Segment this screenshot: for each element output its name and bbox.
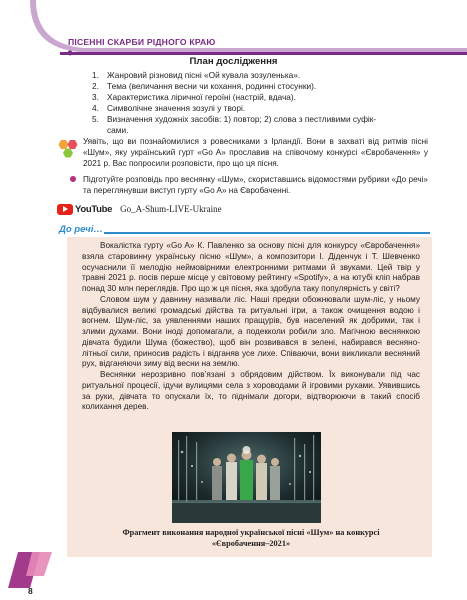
header-decoration (0, 0, 467, 62)
youtube-link[interactable]: Go_A-Shum-LIVE-Ukraine (120, 204, 222, 214)
bullet-icon (70, 176, 76, 182)
plan-item: 5. Визначення художніх засобів: 1) повтор; 2) слова з пестливими суфік- (92, 113, 377, 124)
eurovision-performance-photo (172, 432, 321, 523)
prepare-task: Підготуйте розповідь про веснянку «Шум», скориставшись відомостями рубрики «До речі» та переглянувши виступ гурту «Go A» на Євробаченні. (83, 175, 428, 195)
page-corner-decoration (0, 548, 60, 588)
youtube-brand: YouTube (75, 203, 113, 215)
box-paragraph: Веснянки нерозривно пов’язані з обрядовим дійством. Їх виконували під час ритуальної процесії, ідучи вулицями села з хороводами й ігровими рухами. Уявившись за руки, дівчата то опускали їх, то піднімали догори, відтворюючи в такий спосіб колихання дерев. (82, 370, 420, 412)
box-paragraph: Словом шум у давнину називали ліс. Наші предки обожнювали шум-ліс, у ньому відбувалися великі громадські дійства та ритуальні ігри, а також очищення водою і вогнем. Шум-ліс, за уявленнями наших пращурів, був населений як добрими, так і злими духами. Вони іноді допомагали, а подекколи робили зло. Магічною веснянкою дівчата будили Шума (божество), щоб він розвивався в зелені, набирався весняно-літньої сили, приносив радість і відганяв усе лихе. Співаючи, вони викликали весняний рух, відганяючи зиму від весни на землю. (82, 294, 420, 369)
plan-title: План дослідження (189, 56, 278, 67)
plan-item: 1. Жанровий різновид пісні «Ой кувала зозуленька». (92, 70, 301, 80)
youtube-play-icon (57, 204, 73, 215)
youtube-reference[interactable] (57, 203, 222, 215)
plan-item: 2. Тема (величання весни чи кохання, родинні стосунки). (92, 80, 317, 91)
did-you-know-label: До речі… (59, 224, 103, 235)
photo-caption: Фрагмент виконання народної української пісні «Шум» на конкурсі «Євробачення–2021» (122, 528, 380, 548)
ireland-task: Уявіть, що ви познайомилися з ровесниками з Ірландії. Вони в захваті від ритмів пісні «Шум», яку український гурт «Go A» прославив на співочому конкурсі «Євробачення» у 2021 р. Вас попросили розповісти, про що ця пісня. (83, 137, 428, 168)
group-work-icon (55, 138, 81, 160)
plan-item: сами. (107, 124, 129, 135)
did-you-know-text (82, 241, 420, 413)
page-number: 8 (28, 586, 33, 596)
plan-item: 4. Символічне значення зозулі у творі. (92, 102, 246, 113)
plan-list (92, 70, 432, 135)
plan-item: 3. Характеристика ліричної героїні (настрій, вдача). (92, 91, 296, 102)
did-you-know-divider (104, 232, 430, 234)
box-paragraph: Вокалістка гурту «Go A» К. Павленко за основу пісні для конкурсу «Євробачення» взяла старовинну українську пісню «Шум», а композитори І. Діденчук і Т. Шевченко осучаснили її мелодію неймовірними електронними ритмами й звуками. Цей твір у травні 2021 р. посів перше місце у світовому рейтингу «Spotify», а на ютубі кліп набрав понад 30 млн переглядів. Про що ж ця пісня, яка здобула таку популярність у світі? (82, 241, 420, 293)
chapter-title: ПІСЕННІ СКАРБИ РІДНОГО КРАЮ (68, 37, 216, 47)
